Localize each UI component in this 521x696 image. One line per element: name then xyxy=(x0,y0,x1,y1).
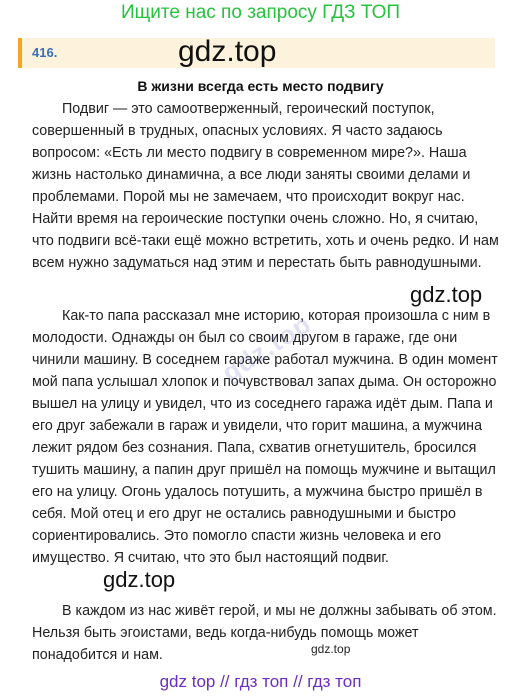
watermark-header: gdz.top xyxy=(178,35,277,68)
paragraph-2: Как-то папа рассказал мне историю, которая произошла с ним в молодости. Однажды он был со своим другом в гараже, где они чинили машину. В соседнем гараже работал мужчина. В один момент мой папа услышал хлопок и почувствовал запах дыма. Он осторожно вышел на улицу и увидел, что из соседнего гаража идёт дым. Папа и его друг забежали в гараж и увидели, что горит машина, а мужчина лежит рядом без сознания. Папа, схватив огнетушитель, бросился тушить машину, а папин друг пришёл на помощь мужчине и вытащил его на улицу. Огонь удалось потушить, а мужчина быстро пришёл в себя. Мой отец и его друг не остались равнодушными и быстро сориентировались. Это помогло спасти жизнь человека и его имущество. Я считаю, что это был настоящий подвиг. xyxy=(32,308,498,566)
document-title: В жизни всегда есть место подвигу xyxy=(137,78,384,94)
watermark-mid: gdz.top xyxy=(410,282,483,307)
watermark-small: gdz.top xyxy=(311,642,351,656)
task-number: 416. xyxy=(32,45,58,60)
footer-links: gdz top // гдз топ // гдз топ xyxy=(159,672,362,691)
watermark-left: gdz.top xyxy=(103,567,176,592)
paragraph-3: В каждом из нас живёт герой, и мы не должны забывать об этом. Нельзя быть эгоистами, ведь когда-нибудь помощь может понадобится и нам. xyxy=(32,603,497,663)
top-banner: Ищите нас по запросу ГДЗ ТОП xyxy=(120,2,401,23)
paragraph-1: Подвиг — это самоотверженный, героический поступок, совершенный в трудных, опасных условиях. Я часто задаюсь вопросом: «Есть ли место подвигу в современном мире?». Наша жизнь настолько динамична, а все люди заняты своими делами и проблемами. Порой мы не замечаем, что происходит вокруг нас. Найти время на героические поступки очень сложно. Но, я считаю, что подвиги всё-таки ещё можно встретить, хоть и очень редко. И нам всем нужно задуматься над этим и перестать быть равнодушными. xyxy=(32,101,499,271)
watermark-diagonal: gdz.top xyxy=(216,308,317,388)
